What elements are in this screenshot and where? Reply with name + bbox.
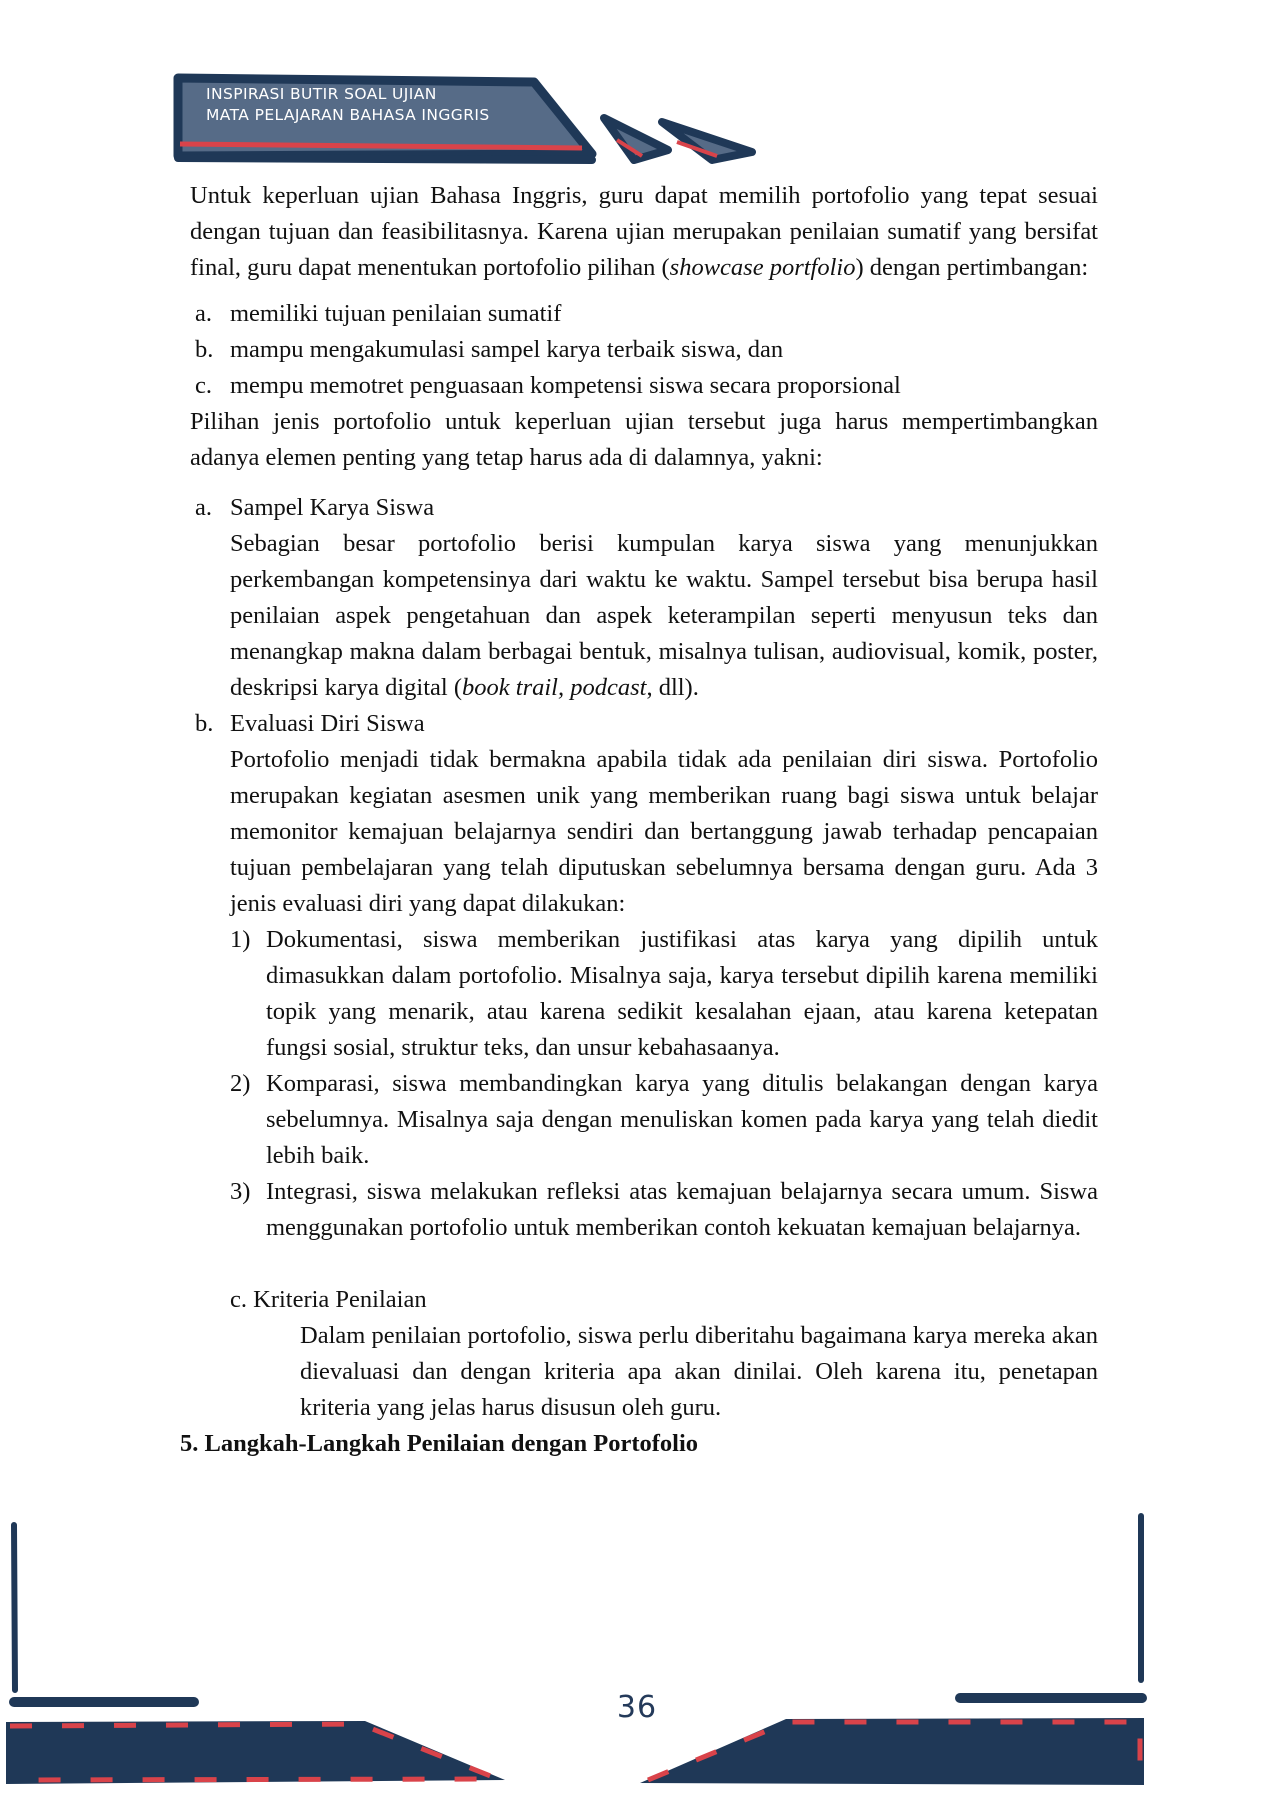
intro-paragraph: Untuk keperluan ujian Bahasa Inggris, guru dapat memilih portofolio yang tepat sesuai dengan tujuan dan feasibilitasnya. Karena ujian merupakan penilaian sumatif yang bersifat final, guru dapat menentukan portofolio pilihan (showcase portfolio) dengan pertimbangan: (190, 182, 1098, 281)
element-title: Sampel Karya Siswa (230, 494, 435, 521)
italic-term: showcase portfolio (669, 254, 856, 281)
list-item: 2) Komparasi, siswa membandingkan karya yang ditulis belakangan dengan karya sebelumnya. Misalnya saja dengan menuliskan komen pada karya yang telah diedit lebih baik. (230, 1066, 1098, 1174)
list-marker: 1) (230, 926, 251, 953)
element-kriteria-heading: c. Kriteria Penilaian (230, 1286, 427, 1313)
italic-term: book trail, podcast (462, 674, 647, 701)
page-number: 36 (616, 1690, 658, 1725)
element-kriteria-body: Dalam penilaian portofolio, siswa perlu diberitahu bagaimana karya mereka akan dievaluasi dan dengan kriteria apa akan dinilai. Oleh karena itu, penetapan kriteria yang jelas harus disusun oleh guru. (300, 1322, 1098, 1421)
element-body: Portofolio menjadi tidak bermakna apabila tidak ada penilaian diri siswa. Portofolio merupakan kegiatan asesmen unik yang memberikan ruang bagi siswa untuk belajar memonitor kemajuan belajarnya sendiri dan bertanggung jawab terhadap pencapaian tujuan pembelajaran yang telah diputuskan sebelumnya bersama dengan guru. Ada 3 jenis evaluasi diri yang dapat dilakukan: (230, 746, 1098, 917)
element-title: Evaluasi Diri Siswa (230, 710, 425, 737)
list-marker: b. (195, 336, 214, 363)
list-marker: b. (195, 710, 214, 737)
header-line-2: MATA PELAJARAN BAHASA INGGRIS (206, 106, 490, 124)
list-marker: 3) (230, 1178, 251, 1205)
list-item: a. memiliki tujuan penilaian sumatif (190, 296, 1098, 332)
section-heading: 5. Langkah-Langkah Penilaian dengan Portofolio (180, 1430, 699, 1457)
list-marker: a. (195, 300, 212, 327)
element-body: Sebagian besar portofolio berisi kumpulan karya siswa yang menunjukkan perkembangan kompetensinya dari waktu ke waktu. Sampel tersebut bisa berupa hasil penilaian aspek pengetahuan dan aspek keterampilan seperti menyusun teks dan menangkap makna dalam berbagai bentuk, misalnya tulisan, audiovisual, komik, poster, deskripsi karya digital (book trail, podcast, dll). (230, 530, 1098, 701)
header-line-1: INSPIRASI BUTIR SOAL UJIAN (206, 85, 437, 103)
list-item: 1) Dokumentasi, siswa memberikan justifikasi atas karya yang dipilih untuk dimasukkan dalam portofolio. Misalnya saja, karya tersebut dipilih karena memiliki topik yang menarik, atau karena sedikit kesalahan ejaan, atau karena ketepatan fungsi sosial, struktur teks, dan unsur kebahasaanya. (230, 922, 1098, 1066)
list-marker: c. (195, 372, 212, 399)
list-marker: 2) (230, 1070, 251, 1097)
list-item: c. mempu memotret penguasaan kompetensi siswa secara proporsional (190, 368, 1098, 404)
list-marker: a. (195, 494, 212, 521)
list-item: 3) Integrasi, siswa melakukan refleksi atas kemajuan belajarnya secara umum. Siswa menggunakan portofolio untuk memberikan contoh kekuatan kemajuan belajarnya. (230, 1174, 1098, 1246)
list-item: b. mampu mengakumulasi sampel karya terbaik siswa, dan (190, 332, 1098, 368)
elements-intro-paragraph: Pilihan jenis portofolio untuk keperluan ujian tersebut juga harus mempertimbangkan adanya elemen penting yang tetap harus ada di dalamnya, yakni: (190, 408, 1098, 471)
